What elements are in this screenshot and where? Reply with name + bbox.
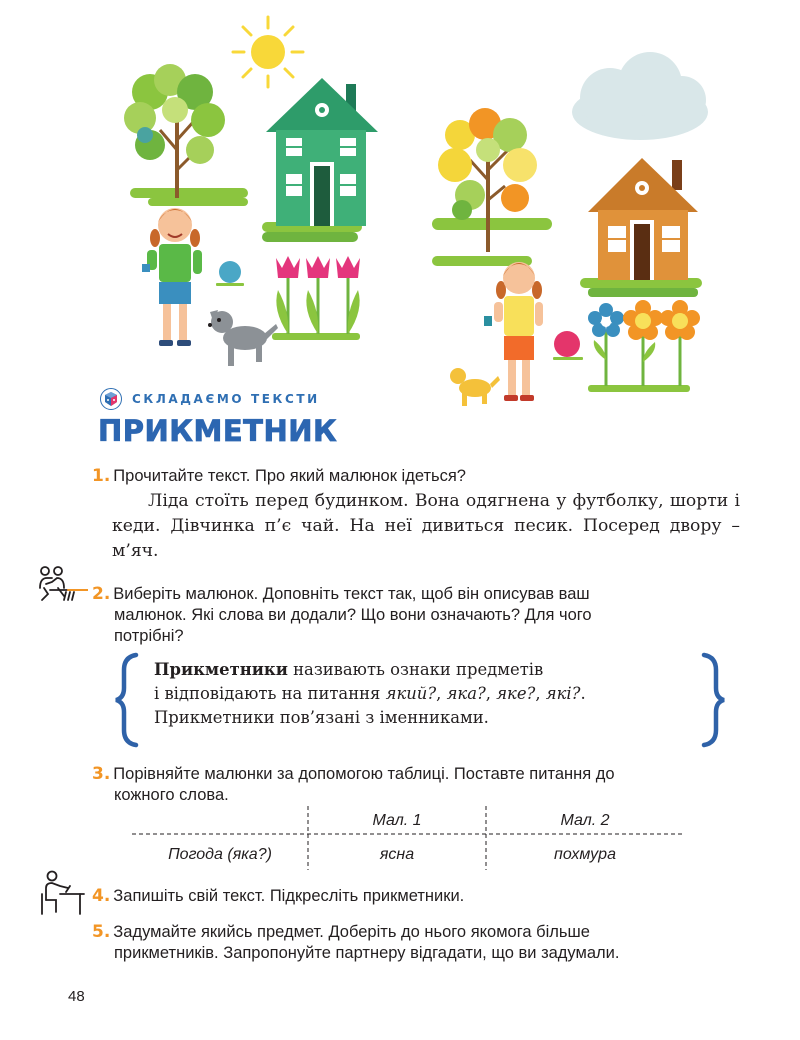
autumn-tree bbox=[438, 108, 537, 252]
left-brace bbox=[114, 652, 140, 748]
dog-grey bbox=[208, 310, 278, 366]
task-text-line: потрібні? bbox=[114, 627, 184, 645]
table-header: Мал. 2 bbox=[560, 812, 610, 829]
task-text-line: Порівняйте малюнки за допомогою таблиці. Поставте питання до bbox=[113, 765, 615, 783]
green-house bbox=[266, 78, 378, 226]
question-word: яке? bbox=[496, 684, 536, 703]
task-text-line: малюнок. Які слова ви додали? Що вони означають? Для чого bbox=[114, 606, 592, 624]
task-2 bbox=[92, 584, 742, 647]
task-number: 3. bbox=[92, 764, 111, 784]
rule-term: Прикметники bbox=[154, 660, 288, 679]
section-label-text: СКЛАДАЄМО ТЕКСТИ bbox=[132, 392, 320, 406]
girl-left bbox=[142, 208, 202, 346]
orange-house bbox=[588, 158, 698, 280]
task-1 bbox=[92, 466, 466, 487]
page-number: 48 bbox=[68, 988, 85, 1005]
task-number: 2. bbox=[92, 584, 111, 604]
comparison-table bbox=[132, 806, 684, 870]
dog-yellow bbox=[450, 368, 500, 406]
cloud bbox=[572, 52, 708, 140]
rule-text: Прикметники називають ознаки предметів і відповідають на питання який?, яка?, яке?, які?. Прикметники пов’язані з іменниками. bbox=[154, 658, 714, 730]
table-cell: Погода (яка?) bbox=[168, 846, 272, 863]
section-label bbox=[100, 388, 320, 410]
green-tree bbox=[124, 64, 225, 198]
rule-line: називають ознаки предметів bbox=[287, 660, 544, 679]
illustration bbox=[0, 0, 800, 420]
question-word: який? bbox=[385, 684, 437, 703]
reading-text: Ліда стоїть перед будинком. Вона одягнена у футболку, шорти і кеди. Дівчинка п’є чай. На неї дивиться песик. Посеред двору – м’яч. bbox=[112, 491, 740, 561]
task-4 bbox=[92, 886, 464, 907]
ball-blue bbox=[219, 261, 241, 283]
rule-box bbox=[114, 652, 726, 748]
writing-at-desk-icon bbox=[40, 870, 86, 916]
ball-red bbox=[554, 331, 580, 357]
girl-right bbox=[484, 262, 543, 401]
task-text-line: прикметників. Запропонуйте партнеру відгадати, що ви задумали. bbox=[114, 944, 620, 962]
pair-work-icon bbox=[38, 566, 88, 602]
rule-line: і відповідають на питання bbox=[154, 684, 386, 703]
task-number: 5. bbox=[92, 922, 111, 942]
tulips bbox=[276, 256, 360, 334]
table-cell: ясна bbox=[379, 846, 415, 863]
sun bbox=[233, 17, 303, 87]
table-header: Мал. 1 bbox=[372, 812, 422, 829]
task-text-line: кожного слова. bbox=[114, 786, 229, 804]
task-text-line: Виберіть малюнок. Доповніть текст так, щоб він описував ваш bbox=[113, 585, 590, 603]
task-5 bbox=[92, 922, 752, 964]
flowers bbox=[588, 300, 700, 386]
dice-icon bbox=[100, 388, 122, 410]
question-word: які? bbox=[545, 684, 581, 703]
task-text-line: Задумайте якийсь предмет. Доберіть до нього якомога більше bbox=[113, 923, 590, 941]
task-3 bbox=[92, 764, 742, 806]
right-brace bbox=[700, 652, 726, 748]
task-text: Запишіть свій текст. Підкресліть прикметники. bbox=[113, 887, 465, 905]
table-cell: похмура bbox=[554, 846, 616, 863]
task-number: 4. bbox=[92, 886, 111, 906]
rule-line: Прикметники пов’язані з іменниками. bbox=[154, 708, 489, 727]
topic-title: ПРИКМЕТНИК bbox=[98, 414, 338, 448]
task-text: Прочитайте текст. Про який малюнок ідеться? bbox=[113, 467, 466, 485]
task-number: 1. bbox=[92, 466, 111, 486]
question-word: яка? bbox=[446, 684, 486, 703]
